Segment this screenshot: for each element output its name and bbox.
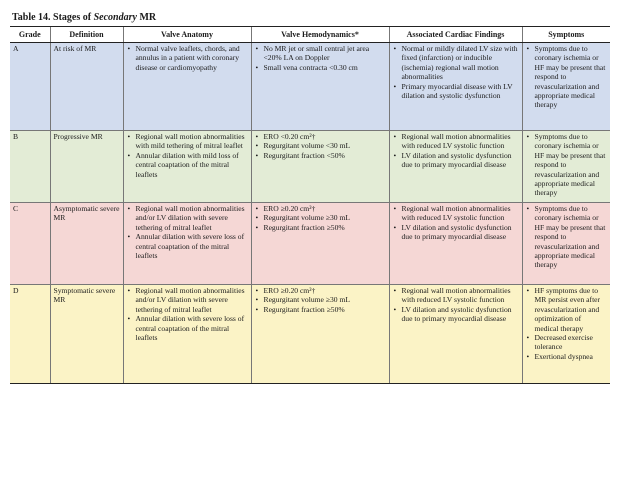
list-item: • No MR jet or small central jet area <20% LA on Doppler <box>255 44 386 63</box>
header-valve-hemodynamics: Valve Hemodynamics* <box>251 27 389 43</box>
list-item: • Regurgitant volume <30 mL <box>255 141 386 150</box>
cell-symptoms-list <box>526 286 608 361</box>
list-item: • Symptoms due to coronary ischemia or HF may be present that respond to revascularization and appropriate medical therapy <box>526 204 608 270</box>
cell-valve-hemodynamics-list <box>255 132 386 160</box>
cell-valve-hemodynamics-list <box>255 204 386 232</box>
cell-grade: D <box>10 285 50 384</box>
cell-cardiac-findings <box>389 131 522 203</box>
list-item: • Exertional dyspnea <box>526 352 608 361</box>
cell-valve-anatomy-list <box>127 286 248 342</box>
cell-symptoms <box>522 285 610 384</box>
list-item: • Annular dilation with mild loss of central coaptation of the mitral leaflets <box>127 151 248 179</box>
list-item: • Symptoms due to coronary ischemia or HF may be present that respond to revascularization and appropriate medical therapy <box>526 44 608 110</box>
cell-valve-hemodynamics-list <box>255 44 386 72</box>
header-definition: Definition <box>50 27 123 43</box>
cell-cardiac-findings-list <box>393 132 519 170</box>
header-symptoms: Symptoms <box>522 27 610 43</box>
cell-symptoms <box>522 43 610 131</box>
list-item: • Regional wall motion abnormalities with mild tethering of mitral leaflet <box>127 132 248 151</box>
list-item: • Regional wall motion abnormalities with reduced LV systolic function <box>393 204 519 223</box>
list-item: • Annular dilation with severe loss of central coaptation of the mitral leaflets <box>127 232 248 260</box>
cell-valve-hemodynamics <box>251 203 389 285</box>
cell-valve-anatomy <box>123 285 251 384</box>
header-cardiac-findings: Associated Cardiac Findings <box>389 27 522 43</box>
cell-cardiac-findings <box>389 43 522 131</box>
list-item: • Regional wall motion abnormalities and/or LV dilation with severe tethering of mitral leaflet <box>127 204 248 232</box>
cell-grade: B <box>10 131 50 203</box>
cell-valve-anatomy-list <box>127 44 248 72</box>
cell-valve-anatomy <box>123 131 251 203</box>
stages-table <box>10 26 610 384</box>
cell-valve-hemodynamics <box>251 285 389 384</box>
table-body <box>10 43 610 384</box>
cell-symptoms-list <box>526 204 608 270</box>
table-row <box>10 131 610 203</box>
cell-valve-anatomy <box>123 203 251 285</box>
list-item: • Decreased exercise tolerance <box>526 333 608 352</box>
header-row <box>10 27 610 43</box>
cell-symptoms <box>522 131 610 203</box>
cell-definition: Progressive MR <box>50 131 123 203</box>
list-item: • Normal valve leaflets, chords, and annulus in a patient with coronary disease or cardiomyopathy <box>127 44 248 72</box>
header-valve-anatomy: Valve Anatomy <box>123 27 251 43</box>
list-item: • Primary myocardial disease with LV dilation and systolic dysfunction <box>393 82 519 101</box>
list-item: • Normal or mildly dilated LV size with fixed (infarction) or inducible (ischemia) regional wall motion abnormalities <box>393 44 519 82</box>
cell-grade: A <box>10 43 50 131</box>
list-item: • Regurgitant fraction <50% <box>255 151 386 160</box>
cell-valve-hemodynamics-list <box>255 286 386 314</box>
table-row <box>10 203 610 285</box>
list-item: • Regional wall motion abnormalities and/or LV dilation with severe tethering of mitral leaflet <box>127 286 248 314</box>
list-item: • ERO <0.20 cm²† <box>255 132 386 141</box>
list-item: • LV dilation and systolic dysfunction due to primary myocardial disease <box>393 151 519 170</box>
table-row <box>10 285 610 384</box>
table-row <box>10 43 610 131</box>
cell-valve-hemodynamics <box>251 43 389 131</box>
cell-symptoms-list <box>526 132 608 198</box>
table-title <box>12 12 610 24</box>
list-item: • Small vena contracta <0.30 cm <box>255 63 386 72</box>
list-item: • Regurgitant volume ≥30 mL <box>255 213 386 222</box>
list-item: • Regurgitant volume ≥30 mL <box>255 295 386 304</box>
cell-cardiac-findings-list <box>393 44 519 100</box>
title-suffix: MR <box>136 12 157 23</box>
cell-grade: C <box>10 203 50 285</box>
list-item: • HF symptoms due to MR persist even after revascularization and optimization of medical therapy <box>526 286 608 333</box>
list-item: • Regional wall motion abnormalities with reduced LV systolic function <box>393 132 519 151</box>
list-item: • Symptoms due to coronary ischemia or HF may be present that respond to revascularization and appropriate medical therapy <box>526 132 608 198</box>
cell-cardiac-findings <box>389 203 522 285</box>
cell-symptoms <box>522 203 610 285</box>
list-item: • LV dilation and systolic dysfunction due to primary myocardial disease <box>393 305 519 324</box>
list-item: • Annular dilation with severe loss of central coaptation of the mitral leaflets <box>127 314 248 342</box>
list-item: • LV dilation and systolic dysfunction due to primary myocardial disease <box>393 223 519 242</box>
list-item: • Regional wall motion abnormalities with reduced LV systolic function <box>393 286 519 305</box>
title-prefix: Table 14. Stages of <box>12 12 94 23</box>
cell-valve-hemodynamics <box>251 131 389 203</box>
list-item: • ERO ≥0.20 cm²† <box>255 286 386 295</box>
cell-definition: At risk of MR <box>50 43 123 131</box>
cell-cardiac-findings <box>389 285 522 384</box>
cell-valve-anatomy-list <box>127 204 248 260</box>
list-item: • Regurgitant fraction ≥50% <box>255 305 386 314</box>
cell-definition: Asymptomatic severe MR <box>50 203 123 285</box>
cell-valve-anatomy-list <box>127 132 248 179</box>
list-item: • Regurgitant fraction ≥50% <box>255 223 386 232</box>
header-grade: Grade <box>10 27 50 43</box>
cell-valve-anatomy <box>123 43 251 131</box>
cell-cardiac-findings-list <box>393 204 519 242</box>
cell-definition: Symptomatic severe MR <box>50 285 123 384</box>
cell-symptoms-list <box>526 44 608 110</box>
list-item: • ERO ≥0.20 cm²† <box>255 204 386 213</box>
document <box>10 12 610 384</box>
title-italic: Secondary <box>93 12 137 23</box>
cell-cardiac-findings-list <box>393 286 519 324</box>
